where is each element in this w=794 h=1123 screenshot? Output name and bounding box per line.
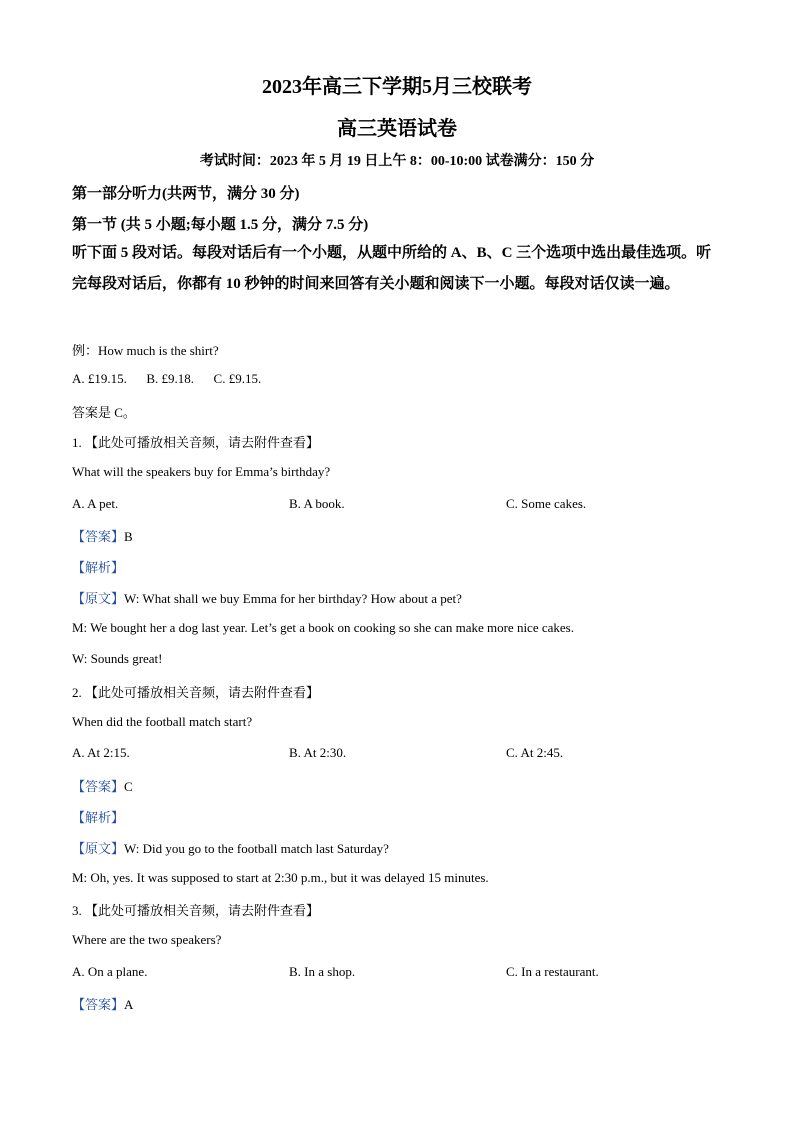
options-row xyxy=(72,496,724,514)
answer-line xyxy=(72,994,133,1013)
exam-subtitle: 高三英语试卷 xyxy=(337,118,457,140)
option-a: A. On a plane. xyxy=(72,964,148,979)
exam-info: 考试时间：2023 年 5 月 19 日上午 8：00-10:00 试卷满分：150 分 xyxy=(199,154,595,169)
question-text: Where are the two speakers? xyxy=(72,932,222,947)
transcript-line xyxy=(72,588,462,607)
option-c: C. In a restaurant. xyxy=(506,964,599,979)
section-heading: 第一节 (共 5 小题;每小题 1.5 分，满分 7.5 分) xyxy=(72,217,369,233)
original-label: 【原文】 xyxy=(72,841,125,856)
analysis-line xyxy=(72,807,124,826)
question-header: 2. 【此处可播放相关音频，请去附件查看】 xyxy=(72,685,320,700)
analysis-label: 【解析】 xyxy=(72,810,125,825)
option-c: C. At 2:45. xyxy=(506,745,564,760)
option-b: B. At 2:30. xyxy=(289,745,347,760)
answer-label: 【答案】 xyxy=(72,779,125,794)
example-options: A. £19.15. B. £9.18. C. £9.15. xyxy=(72,371,262,386)
exam-title: 2023年高三下学期5月三校联考 xyxy=(262,76,532,98)
option-b: B. A book. xyxy=(289,496,345,511)
transcript-line: W: Sounds great! xyxy=(72,651,163,666)
answer-value: A xyxy=(124,997,134,1012)
question-text: What will the speakers buy for Emma’s birthday? xyxy=(72,464,331,479)
answer-line xyxy=(72,776,133,795)
transcript-line xyxy=(72,838,389,857)
question-header: 3. 【此处可播放相关音频，请去附件查看】 xyxy=(72,903,320,918)
question-text: When did the football match start? xyxy=(72,714,253,729)
options-row xyxy=(72,745,724,763)
example-question: 例：How much is the shirt? xyxy=(72,343,219,358)
question-header: 1. 【此处可播放相关音频，请去附件查看】 xyxy=(72,435,320,450)
part-heading: 第一部分听力(共两节，满分 30 分) xyxy=(72,186,300,202)
answer-label: 【答案】 xyxy=(72,529,125,544)
answer-value: B xyxy=(124,529,133,544)
answer-line xyxy=(72,526,133,545)
answer-label: 【答案】 xyxy=(72,997,125,1012)
transcript-text: W: Did you go to the football match last Saturday? xyxy=(124,841,389,856)
option-a: A. A pet. xyxy=(72,496,119,511)
answer-value: C xyxy=(124,779,133,794)
example-answer: 答案是 C。 xyxy=(72,405,136,420)
analysis-label: 【解析】 xyxy=(72,560,125,575)
options-row xyxy=(72,964,724,982)
original-label: 【原文】 xyxy=(72,591,125,606)
option-a: A. At 2:15. xyxy=(72,745,130,760)
analysis-line xyxy=(72,557,124,576)
transcript-text: W: What shall we buy Emma for her birthday? How about a pet? xyxy=(124,591,462,606)
option-b: B. In a shop. xyxy=(289,964,356,979)
transcript-line: M: Oh, yes. It was supposed to start at 2:30 p.m., but it was delayed 15 minutes. xyxy=(72,870,489,885)
instructions: 听下面 5 段对话。每段对话后有一个小题，从题中所给的 A、B、C 三个选项中选出最佳选项。听完每段对话后，你都有 10 秒钟的时间来回答有关小题和阅读下一小题。每段对话仅读一遍。 xyxy=(72,245,712,292)
transcript-line: M: We bought her a dog last year. Let’s get a book on cooking so she can make more nice cakes. xyxy=(72,620,574,635)
option-c: C. Some cakes. xyxy=(506,496,587,511)
